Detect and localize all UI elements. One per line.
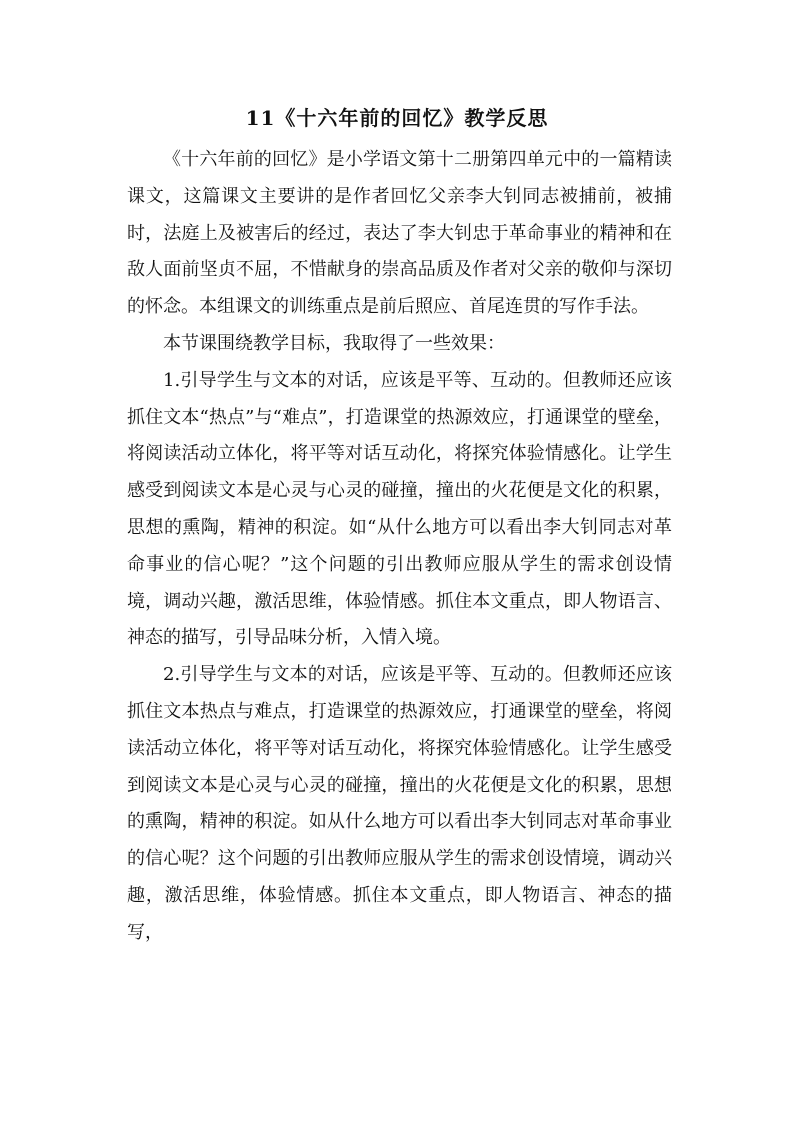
- paragraph-intro: 《十六年前的回忆》是小学语文第十二册第四单元中的一篇精读课文，这篇课文主要讲的是作者回忆父亲李大钊同志被捕前，被捕时，法庭上及被害后的经过，表达了李大钊忠于革命事业的精神和在敌人面前坚贞不屈，不惜献身的崇高品质及作者对父亲的敬仰与深切的怀念。本组课文的训练重点是前后照应、首尾连贯的写作手法。: [127, 149, 672, 318]
- document-body: [127, 142, 672, 952]
- paragraph-point-2: 2.引导学生与文本的对话，应该是平等、互动的。但教师还应该抓住文本热点与难点，打造课堂的热源效应，打通课堂的壁垒，将阅读活动立体化，将平等对话互动化，将探究体验情感化。让学生感受到阅读文本是心灵与心灵的碰撞，撞出的火花便是文化的积累，思想的熏陶，精神的积淀。如从什么地方可以看出李大钊同志对革命事业的信心呢？这个问题的引出教师应服从学生的需求创设情境，调动兴趣，激活思维，体验情感。抓住本文重点，即人物语言、神态的描写，: [127, 664, 672, 943]
- paragraph-point-1: 1.引导学生与文本的对话，应该是平等、互动的。但教师还应该抓住文本“热点”与“难点”，打造课堂的热源效应，打通课堂的壁垒，将阅读活动立体化，将平等对话互动化，将探究体验情感化。让学生感受到阅读文本是心灵与心灵的碰撞，撞出的火花便是文化的积累，思想的熏陶，精神的积淀。如“从什么地方可以看出李大钊同志对革命事业的信心呢？”这个问题的引出教师应服从学生的需求创设情境，调动兴趣，激活思维，体验情感。抓住本文重点，即人物语言、神态的描写，引导品味分析，入情入境。: [127, 369, 672, 649]
- document-title: 11《十六年前的回忆》教学反思: [245, 106, 549, 130]
- paragraph-effects-lead: 本节课围绕教学目标，我取得了一些效果：: [163, 332, 505, 354]
